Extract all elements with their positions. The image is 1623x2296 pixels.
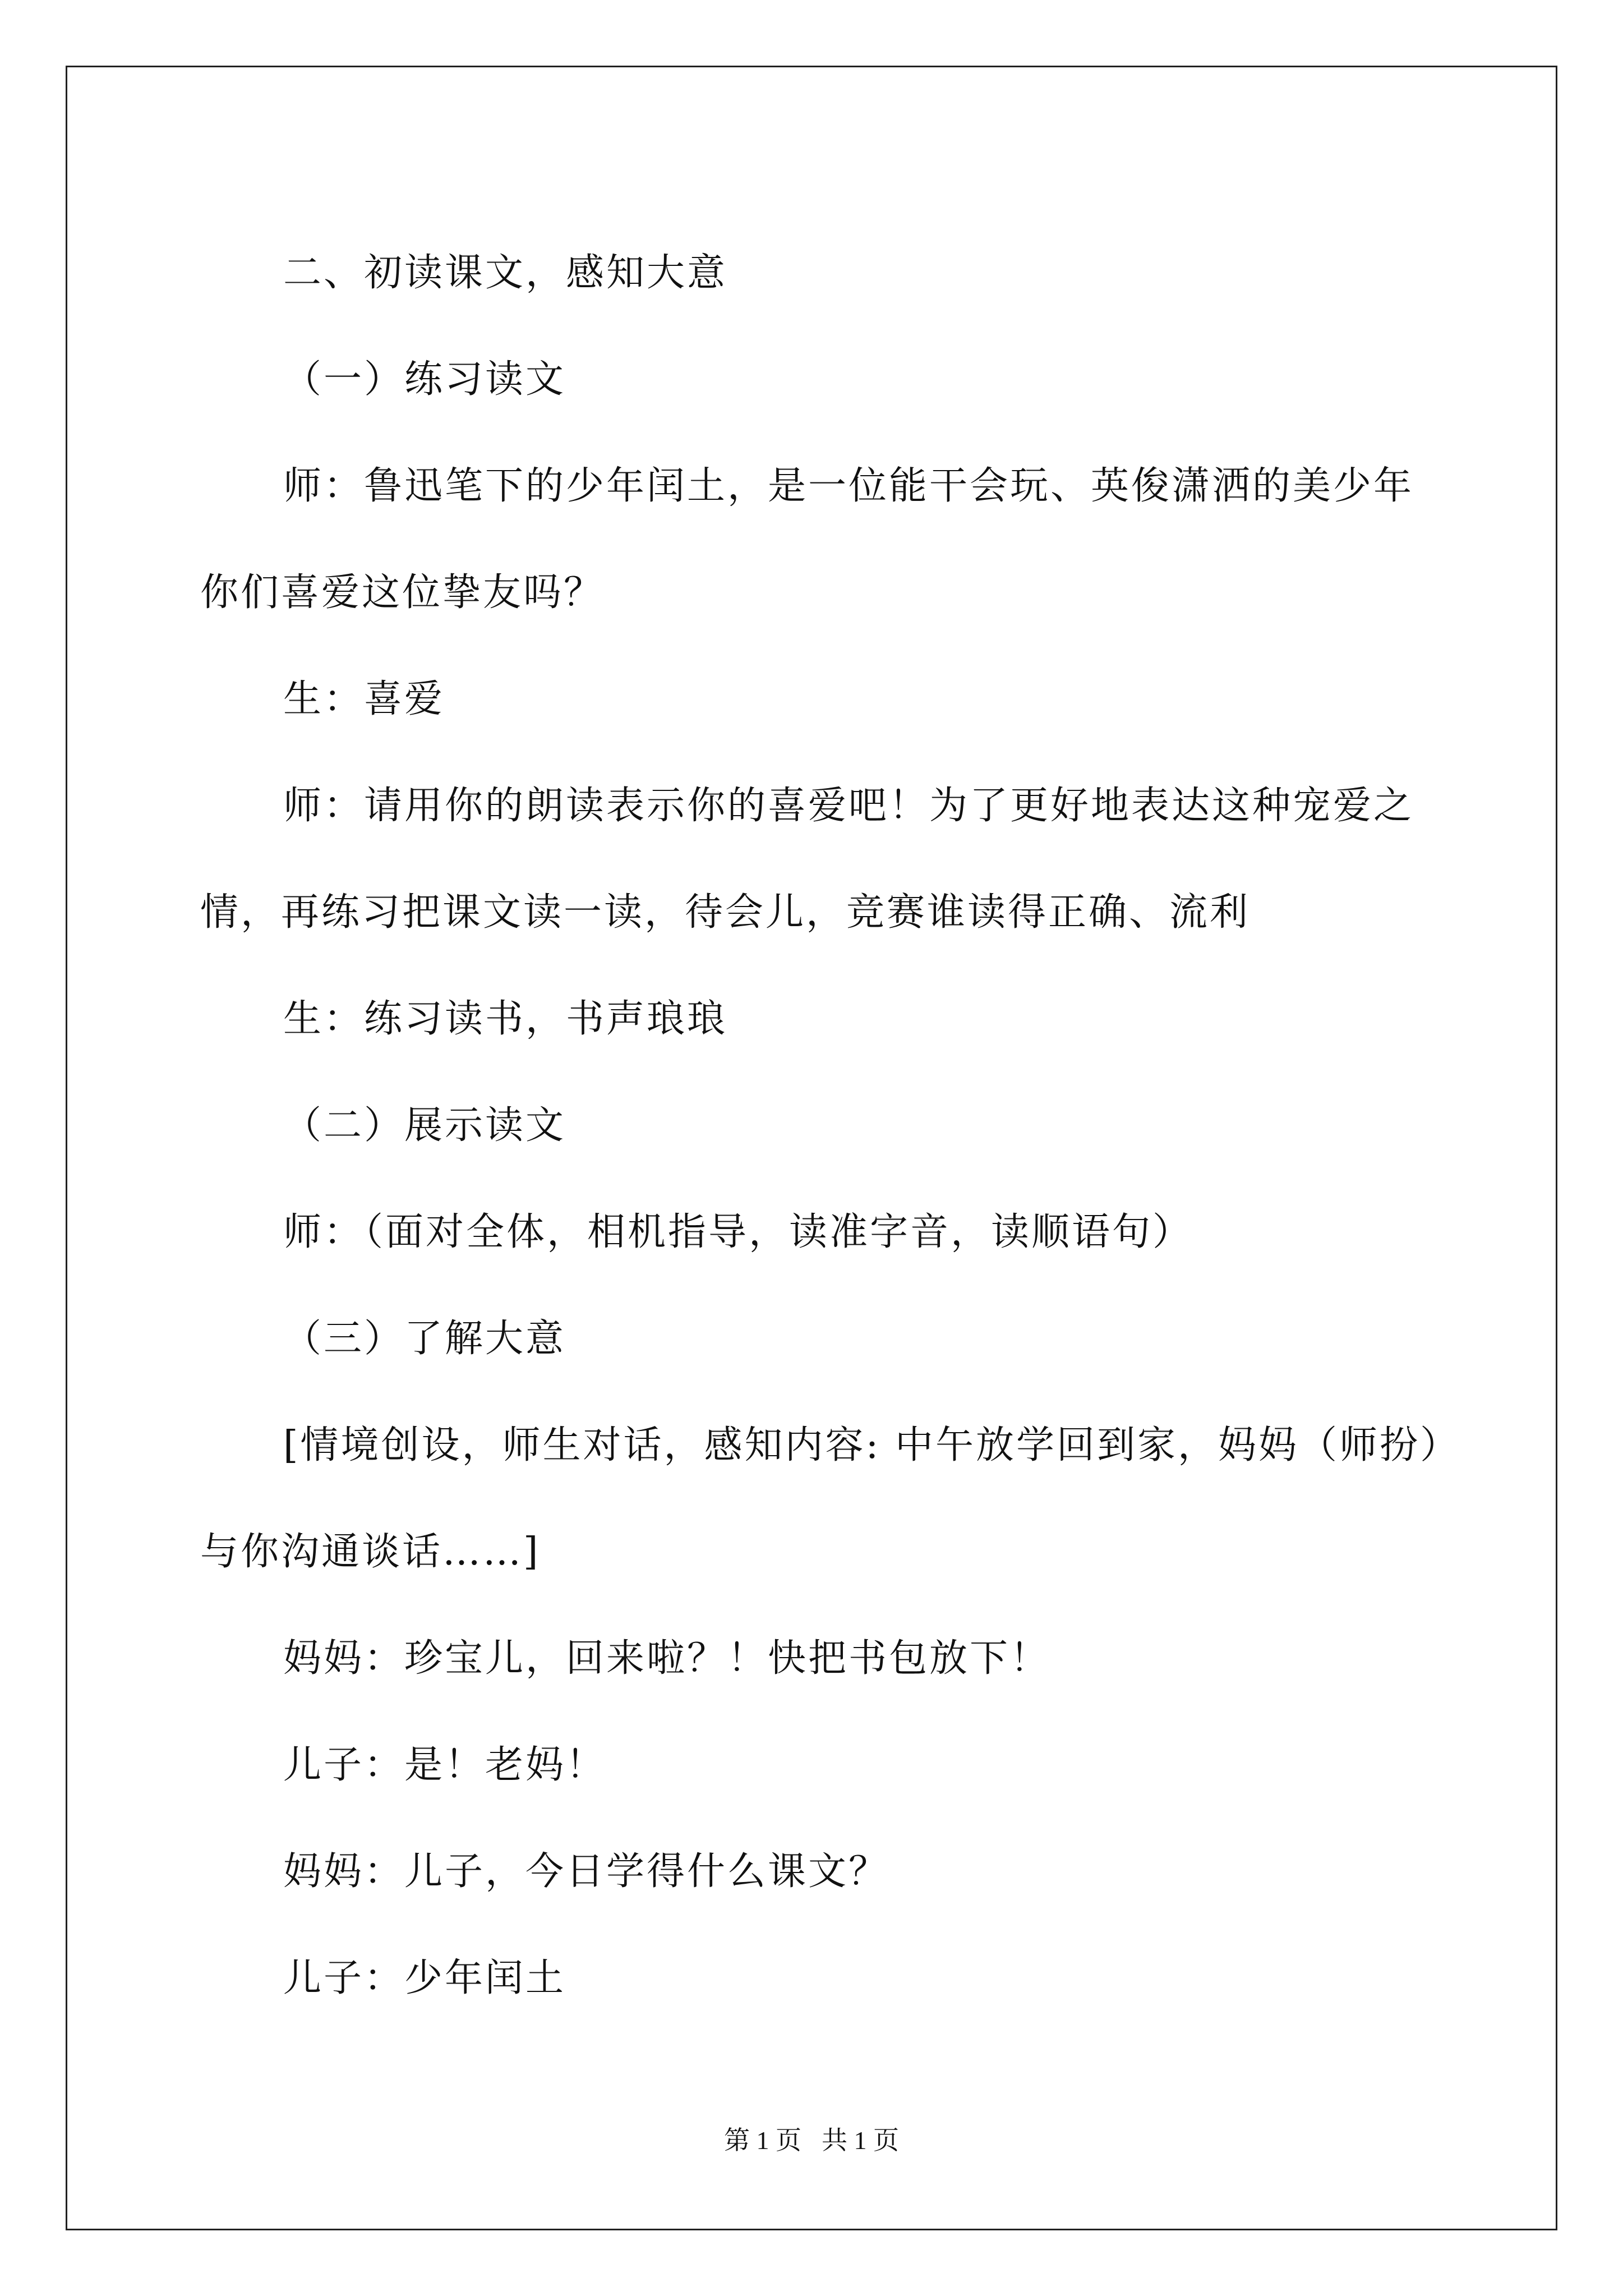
dialogue-line: 师：鲁迅笔下的少年闰土，是一位能干会玩、英俊潇洒的美少年	[283, 464, 1414, 508]
dialogue-line-continued: 你们喜爱这位挚友吗？	[200, 570, 605, 615]
section-heading: 二、初读课文，感知大意	[283, 251, 728, 295]
page-footer	[0, 2124, 1623, 2157]
scene-note: [情境创设，师生对话，感知内容: 中午放学回到家，妈妈（师扮）	[283, 1423, 1461, 1467]
dialogue-line: 妈妈：珍宝儿，回来啦？！快把书包放下！	[283, 1636, 1051, 1681]
dialogue-line: 儿子：是！老妈！	[283, 1743, 607, 1787]
subsection-heading: （二）展示读文	[283, 1103, 566, 1148]
page-number: 第 1 页	[724, 2126, 801, 2155]
document-body	[200, 220, 1484, 2032]
dialogue-line: 生：喜爱	[283, 677, 445, 721]
dialogue-line: 儿子：少年闰土	[283, 1956, 566, 2000]
subsection-heading: （一）练习读文	[283, 357, 566, 402]
dialogue-line: 生：练习读书，书声琅琅	[283, 997, 728, 1041]
scene-note-continued: 与你沟通谈话……]	[200, 1530, 541, 1574]
dialogue-line-continued: 情，再练习把课文读一读，待会儿，竞赛谁读得正确、流利	[200, 890, 1251, 935]
dialogue-line: 师：请用你的朗读表示你的喜爱吧！为了更好地表达这种宠爱之	[283, 784, 1414, 828]
page-total: 共 1 页	[822, 2126, 899, 2155]
dialogue-line: 妈妈：儿子，今日学得什么课文？	[283, 1849, 889, 1894]
subsection-heading: （三）了解大意	[283, 1317, 566, 1361]
dialogue-line: 师：（面对全体，相机指导，读准字音，读顺语句）	[283, 1210, 1193, 1254]
